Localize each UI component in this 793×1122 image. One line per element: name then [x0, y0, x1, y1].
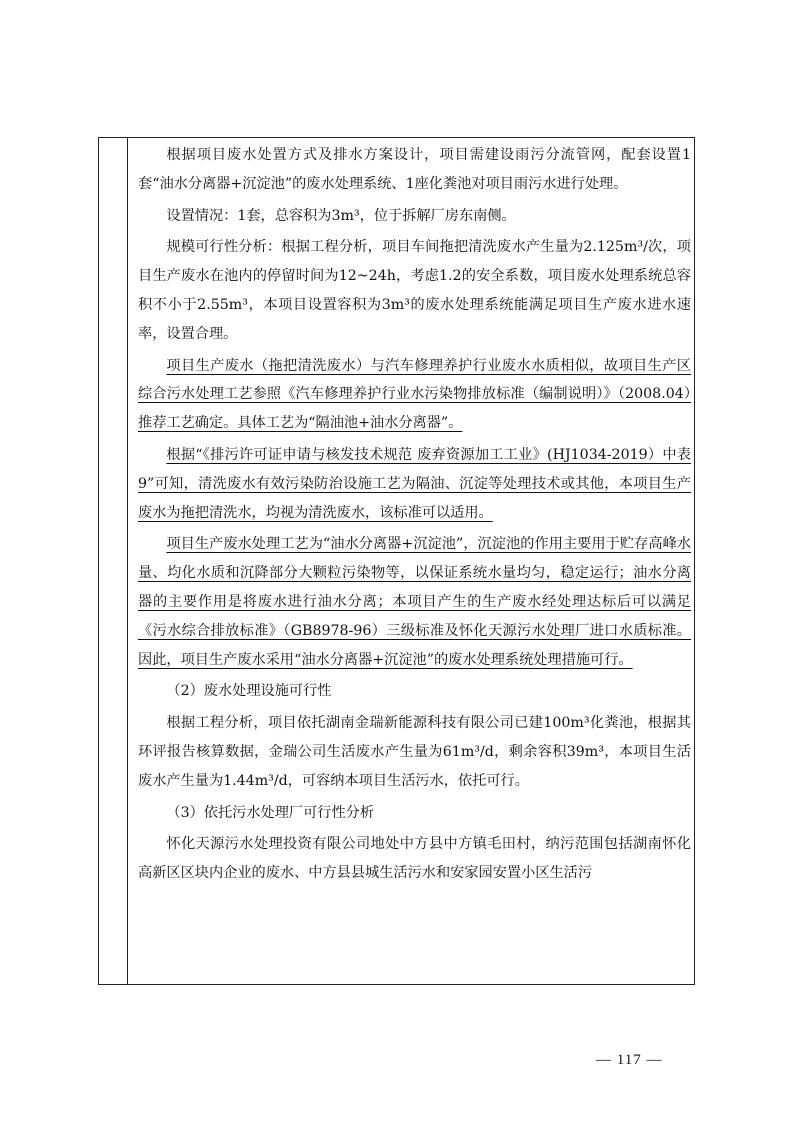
paragraph-wwtp-description: 怀化天源污水处理投资有限公司地处中方县中方镇毛田村，纳污范围包括湖南怀化高新区区块内企业的废水、中方县县城生活污水和安家园安置小区生活污 [138, 836, 691, 882]
heading-wwtp-feasibility: （3）依托污水处理厂可行性分析 [166, 804, 375, 821]
table-column-divider [127, 137, 128, 985]
paragraph-septic-tank: 根据工程分析，项目依托湖南金瑞新能源科技有限公司已建100m³化粪池，根据其环评报告核算数据，金瑞公司生活废水产生量为61m³/d，剩余容积39m³，本项目生活废水产生量为1.44m³/d，可容纳本项目生活污水，依托可行。 [138, 715, 691, 789]
document-body [138, 141, 691, 888]
paragraph-design-basis: 根据项目废水处置方式及排水方案设计，项目需建设雨污分流管网，配套设置1套“油水分离器+沉淀池”的废水处理系统、1座化粪池对项目雨污水进行处理。 [138, 147, 691, 192]
paragraph-scale-feasibility: 规模可行性分析：根据工程分析，项目车间拖把清洗废水产生量为2.125m³/次，项目生产废水在池内的停留时间为12~24h，考虑1.2的安全系数，项目废水处理系统总容积不小于2.55m³，本项目设置容积为3m³的废水处理系统能满足项目生产废水进水速率，设置合理。 [138, 239, 691, 342]
heading-facility-feasibility: （2）废水处理设施可行性 [166, 683, 332, 700]
page-number: — 117 — [596, 1052, 663, 1068]
paragraph-process-feasibility: 项目生产废水处理工艺为“油水分离器+沉淀池”，沉淀池的作用主要用于贮存高峰水量、均化水质和沉降部分大颗粒污染物等，以保证系统水量均匀，稳定运行；油水分离器的主要作用是将废水进行油水分离；本项目产生的生产废水经处理达标后可以满足《污水综合排放标准》（GB8978-96）三级标准及怀化天源污水处理厂进口水质标准。因此，项目生产废水采用“油水分离器+沉淀池”的废水处理系统处理措施可行。 [138, 536, 691, 668]
paragraph-setup: 设置情况：1套，总容积为3m³，位于拆解厂房东南侧。 [166, 207, 516, 224]
paragraph-process-reference: 项目生产废水（拖把清洗废水）与汽车修理养护行业废水水质相似，故项目生产区综合污水处理工艺参照《汽车修理养护行业水污染物排放标准（编制说明）》（2008.04）推荐工艺确定。具体工艺为“隔油池+油水分离器”。 [138, 357, 691, 432]
paragraph-permit-standard: 根据“《排污许可证申请与核发技术规范 废弃资源加工工业》(HJ1034-2019）中表9”可知，清洗废水有效污染防治设施工艺为隔油、沉淀等处理技术或其他，本项目生产废水为拖把清洗水，均视为清洗废水，该标准可以适用。 [138, 446, 691, 521]
